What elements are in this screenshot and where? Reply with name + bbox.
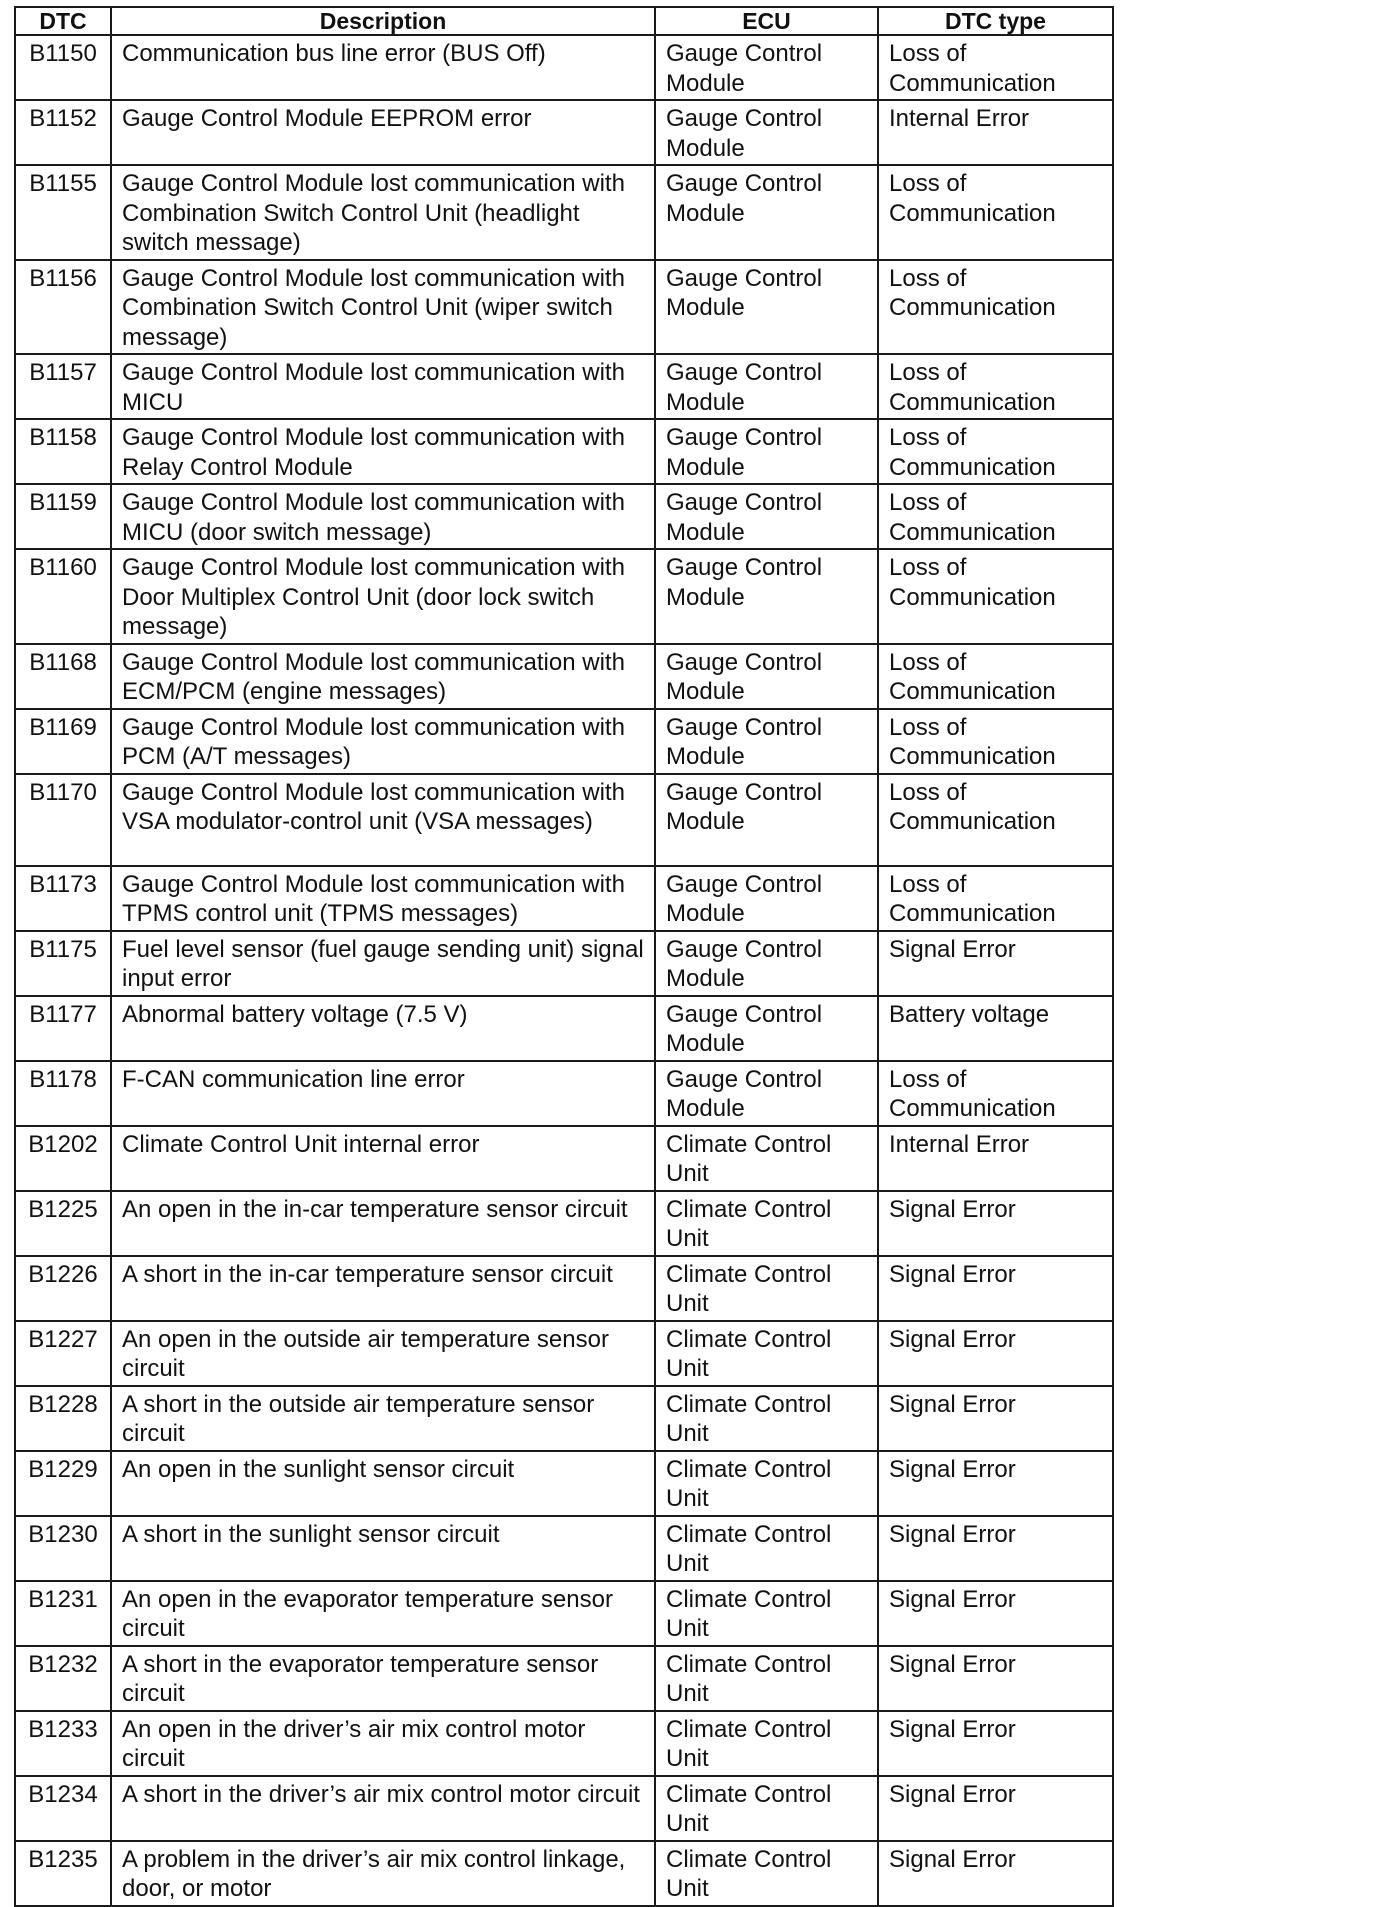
table-row [15, 1516, 1113, 1581]
table-row [15, 1451, 1113, 1516]
dtc-code-cell: B1226 [15, 1256, 111, 1321]
dtc-type-cell: Loss of Communication [878, 709, 1113, 774]
table-row [15, 774, 1113, 866]
dtc-code-cell: B1227 [15, 1321, 111, 1386]
ecu-cell: Gauge Control Module [655, 35, 878, 100]
ecu-cell: Climate Control Unit [655, 1321, 878, 1386]
table-body [15, 35, 1113, 1906]
description-cell: An open in the sunlight sensor circuit [111, 1451, 655, 1516]
description-cell: F-CAN communication line error [111, 1061, 655, 1126]
ecu-cell: Gauge Control Module [655, 931, 878, 996]
dtc-code-cell: B1202 [15, 1126, 111, 1191]
table-row [15, 484, 1113, 549]
description-cell: Gauge Control Module lost communication with VSA modulator-control unit (VSA messages) [111, 774, 655, 866]
dtc-type-cell: Loss of Communication [878, 260, 1113, 355]
table-row [15, 996, 1113, 1061]
description-cell: Gauge Control Module lost communication with TPMS control unit (TPMS messages) [111, 866, 655, 931]
description-cell: Gauge Control Module EEPROM error [111, 100, 655, 165]
ecu-cell: Gauge Control Module [655, 100, 878, 165]
description-cell: An open in the driver’s air mix control motor circuit [111, 1711, 655, 1776]
dtc-code-cell: B1229 [15, 1451, 111, 1516]
table-row [15, 1776, 1113, 1841]
table-header-row [15, 7, 1113, 35]
dtc-code-cell: B1168 [15, 644, 111, 709]
dtc-code-cell: B1156 [15, 260, 111, 355]
description-cell: Gauge Control Module lost communication with Combination Switch Control Unit (headlight switch message) [111, 165, 655, 260]
table-row [15, 419, 1113, 484]
description-cell: Climate Control Unit internal error [111, 1126, 655, 1191]
dtc-type-cell: Signal Error [878, 1581, 1113, 1646]
dtc-code-cell: B1231 [15, 1581, 111, 1646]
description-cell: An open in the in-car temperature sensor circuit [111, 1191, 655, 1256]
table-row [15, 549, 1113, 644]
header-dtc-type: DTC type [878, 7, 1113, 35]
table-row [15, 1841, 1113, 1906]
ecu-cell: Climate Control Unit [655, 1711, 878, 1776]
dtc-code-cell: B1152 [15, 100, 111, 165]
description-cell: Gauge Control Module lost communication with Relay Control Module [111, 419, 655, 484]
ecu-cell: Gauge Control Module [655, 484, 878, 549]
description-cell: Gauge Control Module lost communication with MICU (door switch message) [111, 484, 655, 549]
description-cell: A short in the outside air temperature sensor circuit [111, 1386, 655, 1451]
dtc-code-cell: B1173 [15, 866, 111, 931]
dtc-code-cell: B1150 [15, 35, 111, 100]
ecu-cell: Climate Control Unit [655, 1776, 878, 1841]
description-cell: Gauge Control Module lost communication with Combination Switch Control Unit (wiper switch message) [111, 260, 655, 355]
table-row [15, 1256, 1113, 1321]
ecu-cell: Gauge Control Module [655, 165, 878, 260]
table-row [15, 1191, 1113, 1256]
description-cell: A short in the evaporator temperature sensor circuit [111, 1646, 655, 1711]
ecu-cell: Gauge Control Module [655, 866, 878, 931]
table-row [15, 1646, 1113, 1711]
dtc-code-cell: B1177 [15, 996, 111, 1061]
header-ecu: ECU [655, 7, 878, 35]
table-row [15, 1386, 1113, 1451]
ecu-cell: Climate Control Unit [655, 1126, 878, 1191]
dtc-type-cell: Internal Error [878, 100, 1113, 165]
table-row [15, 644, 1113, 709]
description-cell: Gauge Control Module lost communication with Door Multiplex Control Unit (door lock switch message) [111, 549, 655, 644]
dtc-type-cell: Loss of Communication [878, 484, 1113, 549]
table-row [15, 1711, 1113, 1776]
dtc-type-cell: Loss of Communication [878, 165, 1113, 260]
header-dtc: DTC [15, 7, 111, 35]
table-row [15, 260, 1113, 355]
dtc-type-cell: Loss of Communication [878, 35, 1113, 100]
ecu-cell: Gauge Control Module [655, 1061, 878, 1126]
table-row [15, 866, 1113, 931]
description-cell: Communication bus line error (BUS Off) [111, 35, 655, 100]
dtc-type-cell: Loss of Communication [878, 774, 1113, 866]
dtc-code-cell: B1228 [15, 1386, 111, 1451]
dtc-type-cell: Loss of Communication [878, 354, 1113, 419]
dtc-type-cell: Signal Error [878, 1191, 1113, 1256]
table-row [15, 1061, 1113, 1126]
dtc-code-cell: B1155 [15, 165, 111, 260]
description-cell: Abnormal battery voltage (7.5 V) [111, 996, 655, 1061]
description-cell: An open in the outside air temperature sensor circuit [111, 1321, 655, 1386]
dtc-type-cell: Signal Error [878, 1256, 1113, 1321]
dtc-type-cell: Signal Error [878, 1451, 1113, 1516]
ecu-cell: Gauge Control Module [655, 419, 878, 484]
description-cell: Fuel level sensor (fuel gauge sending unit) signal input error [111, 931, 655, 996]
dtc-type-cell: Loss of Communication [878, 419, 1113, 484]
ecu-cell: Climate Control Unit [655, 1386, 878, 1451]
ecu-cell: Gauge Control Module [655, 354, 878, 419]
ecu-cell: Climate Control Unit [655, 1581, 878, 1646]
ecu-cell: Gauge Control Module [655, 644, 878, 709]
dtc-code-cell: B1178 [15, 1061, 111, 1126]
ecu-cell: Gauge Control Module [655, 996, 878, 1061]
header-description: Description [111, 7, 655, 35]
dtc-type-cell: Signal Error [878, 1516, 1113, 1581]
table-row [15, 931, 1113, 996]
table-row [15, 35, 1113, 100]
table-row [15, 1581, 1113, 1646]
dtc-code-cell: B1232 [15, 1646, 111, 1711]
table-row [15, 354, 1113, 419]
dtc-code-cell: B1157 [15, 354, 111, 419]
description-cell: Gauge Control Module lost communication with ECM/PCM (engine messages) [111, 644, 655, 709]
dtc-code-cell: B1170 [15, 774, 111, 866]
dtc-type-cell: Loss of Communication [878, 549, 1113, 644]
dtc-code-cell: B1225 [15, 1191, 111, 1256]
dtc-code-cell: B1233 [15, 1711, 111, 1776]
ecu-cell: Climate Control Unit [655, 1191, 878, 1256]
table-row [15, 1321, 1113, 1386]
dtc-type-cell: Signal Error [878, 1841, 1113, 1906]
ecu-cell: Gauge Control Module [655, 774, 878, 866]
table-row [15, 1126, 1113, 1191]
ecu-cell: Climate Control Unit [655, 1451, 878, 1516]
description-cell: A problem in the driver’s air mix control linkage, door, or motor [111, 1841, 655, 1906]
ecu-cell: Gauge Control Module [655, 709, 878, 774]
dtc-code-cell: B1175 [15, 931, 111, 996]
dtc-type-cell: Signal Error [878, 1386, 1113, 1451]
dtc-type-cell: Signal Error [878, 1321, 1113, 1386]
dtc-code-cell: B1158 [15, 419, 111, 484]
ecu-cell: Climate Control Unit [655, 1646, 878, 1711]
ecu-cell: Gauge Control Module [655, 260, 878, 355]
dtc-code-cell: B1169 [15, 709, 111, 774]
ecu-cell: Gauge Control Module [655, 549, 878, 644]
description-cell: Gauge Control Module lost communication with PCM (A/T messages) [111, 709, 655, 774]
dtc-type-cell: Signal Error [878, 931, 1113, 996]
dtc-code-cell: B1234 [15, 1776, 111, 1841]
description-cell: Gauge Control Module lost communication with MICU [111, 354, 655, 419]
dtc-type-cell: Loss of Communication [878, 644, 1113, 709]
dtc-code-cell: B1160 [15, 549, 111, 644]
description-cell: An open in the evaporator temperature sensor circuit [111, 1581, 655, 1646]
dtc-type-cell: Loss of Communication [878, 866, 1113, 931]
ecu-cell: Climate Control Unit [655, 1841, 878, 1906]
ecu-cell: Climate Control Unit [655, 1516, 878, 1581]
dtc-type-cell: Battery voltage [878, 996, 1113, 1061]
table-row [15, 709, 1113, 774]
dtc-type-cell: Signal Error [878, 1711, 1113, 1776]
dtc-type-cell: Internal Error [878, 1126, 1113, 1191]
dtc-code-cell: B1235 [15, 1841, 111, 1906]
dtc-table [14, 6, 1114, 1907]
dtc-code-cell: B1230 [15, 1516, 111, 1581]
table-row [15, 100, 1113, 165]
ecu-cell: Climate Control Unit [655, 1256, 878, 1321]
dtc-type-cell: Loss of Communication [878, 1061, 1113, 1126]
description-cell: A short in the sunlight sensor circuit [111, 1516, 655, 1581]
dtc-type-cell: Signal Error [878, 1646, 1113, 1711]
dtc-type-cell: Signal Error [878, 1776, 1113, 1841]
description-cell: A short in the in-car temperature sensor circuit [111, 1256, 655, 1321]
table-row [15, 165, 1113, 260]
description-cell: A short in the driver’s air mix control motor circuit [111, 1776, 655, 1841]
dtc-code-cell: B1159 [15, 484, 111, 549]
